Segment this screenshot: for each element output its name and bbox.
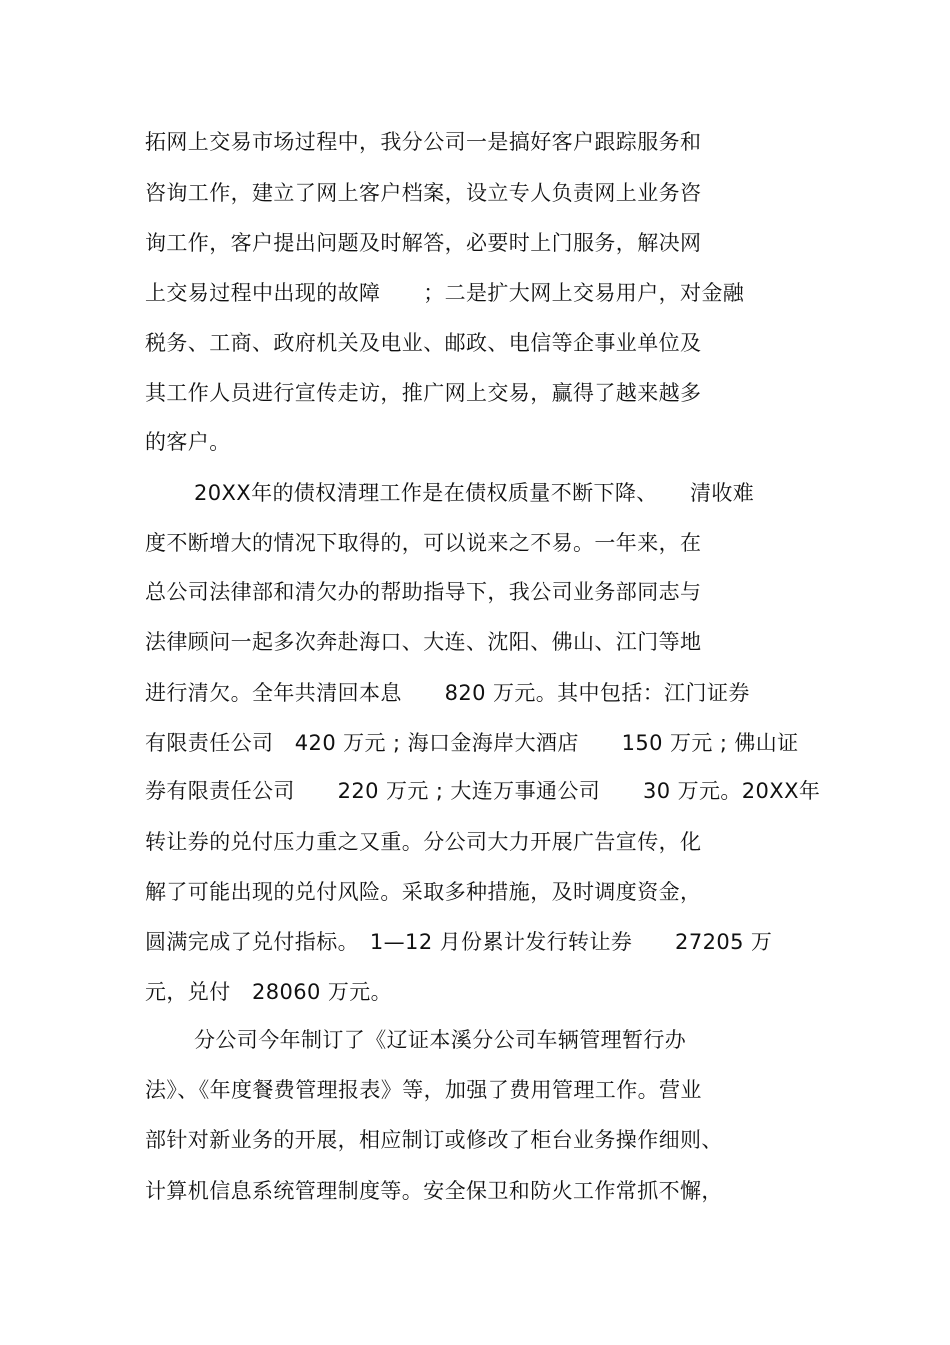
text-line: 解了可能出现的兑付风险。采取多种措施，及时调度资金，: [145, 880, 702, 904]
text-line: 的客户。: [145, 430, 231, 454]
text-line: 转让券的兑付压力重之又重。分公司大力开展广告宣传，化: [145, 830, 702, 854]
text-line: 有限责任公司 420 万元 ; 海口金海岸大酒店 150 万元 ; 佛山证: [145, 731, 799, 755]
text-line: 法律顾问一起多次奔赴海口、大连、沈阳、佛山、江门等地: [145, 630, 702, 654]
text-line: 咨询工作，建立了网上客户档案，设立专人负责网上业务咨: [145, 181, 702, 205]
text-line: 券有限责任公司 220 万元 ; 大连万事通公司 30 万元。20XX年: [145, 779, 821, 803]
text-line: 进行清欠。全年共清回本息 820 万元。其中包括：江门证券: [145, 681, 750, 705]
paragraph-first-line: 分公司今年制订了《辽证本溪分公司车辆管理暂行办: [194, 1028, 687, 1052]
text-line: 上交易过程中出现的故障 ；二是扩大网上交易用户，对金融: [145, 281, 745, 305]
text-line: 总公司法律部和清欠办的帮助指导下，我公司业务部同志与: [145, 580, 702, 604]
text-line: 计算机信息系统管理制度等。安全保卫和防火工作常抓不懈，: [145, 1179, 723, 1203]
text-line: 元，兑付 28060 万元。: [145, 980, 393, 1004]
text-line: 度不断增大的情况下取得的，可以说来之不易。一年来，在: [145, 531, 702, 555]
text-line: 圆满完成了兑付指标。 1—12 月份累计发行转让券 27205 万: [145, 930, 773, 954]
text-line: 法》、《年度餐费管理报表》等，加强了费用管理工作。营业: [145, 1078, 702, 1102]
paragraph-first-line: 20XX年的债权清理工作是在债权质量不断下降、 清收难: [194, 481, 755, 505]
text-line: 其工作人员进行宣传走访，推广网上交易，赢得了越来越多: [145, 381, 702, 405]
text-line: 拓网上交易市场过程中，我分公司一是搞好客户跟踪服务和: [145, 130, 702, 154]
text-line: 税务、工商、政府机关及电业、邮政、电信等企事业单位及: [145, 331, 702, 355]
text-line: 询工作，客户提出问题及时解答，必要时上门服务，解决网: [145, 231, 702, 255]
text-line: 部针对新业务的开展，相应制订或修改了柜台业务操作细则、: [145, 1128, 723, 1152]
